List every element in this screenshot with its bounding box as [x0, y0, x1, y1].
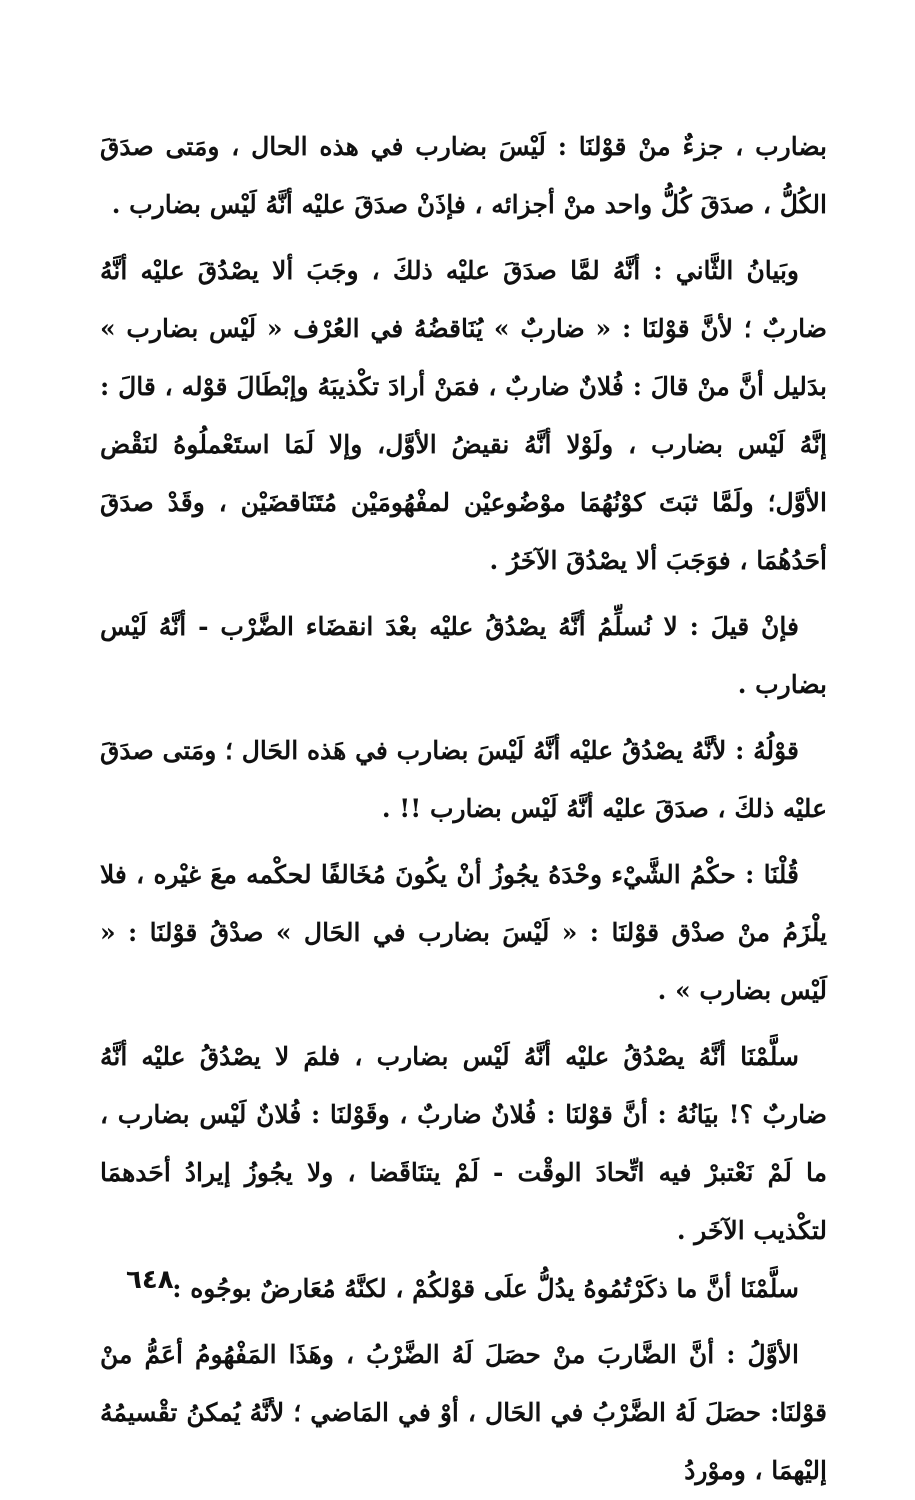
- paragraph-continuation: بضارب ، جزءٌ منْ قوْلنَا : لَيْسَ بضارب في هذه الحال ، ومَتى صدَقَ الكُلُّ ، صدَقَ كُلُّ واحد منْ أجزائه ، فإذَنْ صدَقَ عليْه أنَّهُ لَيْس بضارب .: [100, 132, 827, 219]
- paragraph-first-point: الأوَّلُ : أنَّ الضَّاربَ منْ حصَلَ لَهُ الضَّرْبُ ، وهَذَا المَفْهُومُ أعَمُّ منْ قوْلنَا: حصَلَ لَهُ الضَّرْبُ في الحَال ، أوْ في المَاضي ؛ لأنَّهُ يُمكنُ تقْسيمُهُ إليْهمَا ، وموْردُ: [100, 1340, 827, 1485]
- paragraph-his-saying: قوْلُهُ : لأنَّهُ يصْدُقُ عليْه أنَّهُ لَيْسَ بضارب في هَذه الحَال ؛ ومَتى صدَقَ عليْه ذلكَ ، صدَقَ عليْه أنَّهُ لَيْس بضارب !! .: [100, 736, 827, 823]
- paragraph-objection: فإنْ قيلَ : لا نُسلِّمُ أنَّهُ يصْدُقُ عليْه بعْدَ انقضَاء الضَّرْب - أنَّهُ لَيْس بضارب .: [100, 612, 827, 699]
- page-number: ٦٤٨: [126, 1265, 174, 1295]
- paragraph-granted-second: سلَّمْنَا أنَّ ما ذكَرْتُمُوهُ يدُلُّ علَى قوْلكُمْ ، لكنَّهُ مُعَارضٌ بوجُوه :: [172, 1274, 799, 1303]
- paragraph-we-said: قُلْنَا : حكْمُ الشَّيْء وحْدَهُ يجُوزُ أنْ يكُونَ مُخَالفًا لحكْمه معَ غيْره ، فلا يلْزَمُ منْ صدْق قوْلنَا : « لَيْسَ بضارب في الحَال » صدْقُ قوْلنَا : « لَيْس بضارب » .: [100, 860, 827, 1005]
- paragraph-granted-first: سلَّمْنَا أنَّهُ يصْدُقُ عليْه أنَّهُ لَيْس بضارب ، فلمَ لا يصْدُقُ عليْه أنَّهُ ضاربٌ ؟! بيَانُهُ : أنَّ قوْلنَا : فُلانٌ ضاربٌ ، وقَوْلنَا : فُلانٌ لَيْس بضارب ، ما لَمْ نَعْتبرْ فيه اتِّحادَ الوقْت - لَمْ يتنَاقَضا ، ولا يجُوزُ إيرادُ أحَدهمَا لتكْذيب الآخَر .: [100, 1042, 827, 1245]
- paragraph-second-explanation: وبَيانُ الثَّاني : أنَّهُ لمَّا صدَقَ عليْه ذلكَ ، وجَبَ ألا يصْدُقَ عليْه أنَّهُ ضاربٌ ؛ لأنَّ قوْلنَا : « ضاربٌ » يُنَاقضُهُ في العُرْف « لَيْس بضارب » بدَليل أنَّ منْ قالَ : فُلانٌ ضاربٌ ، فمَنْ أرادَ تكْذيبَهُ وإبْطَالَ قوْله ، قالَ : إنَّهُ لَيْس بضارب ، ولَوْلا أنَّهُ نقيضُ الأوَّل، وإلا لَمَا استَعْملُوهُ لنَقْض الأوَّل؛ ولَمَّا ثبَتَ كوْنُهُمَا موْضُوعيْن لمفْهُومَيْن مُتَنَاقضَيْن ، وقَدْ صدَقَ أحَدُهُمَا ، فوَجَبَ ألا يصْدُقَ الآخَرُ .: [100, 256, 827, 575]
- text-body: [100, 118, 827, 1500]
